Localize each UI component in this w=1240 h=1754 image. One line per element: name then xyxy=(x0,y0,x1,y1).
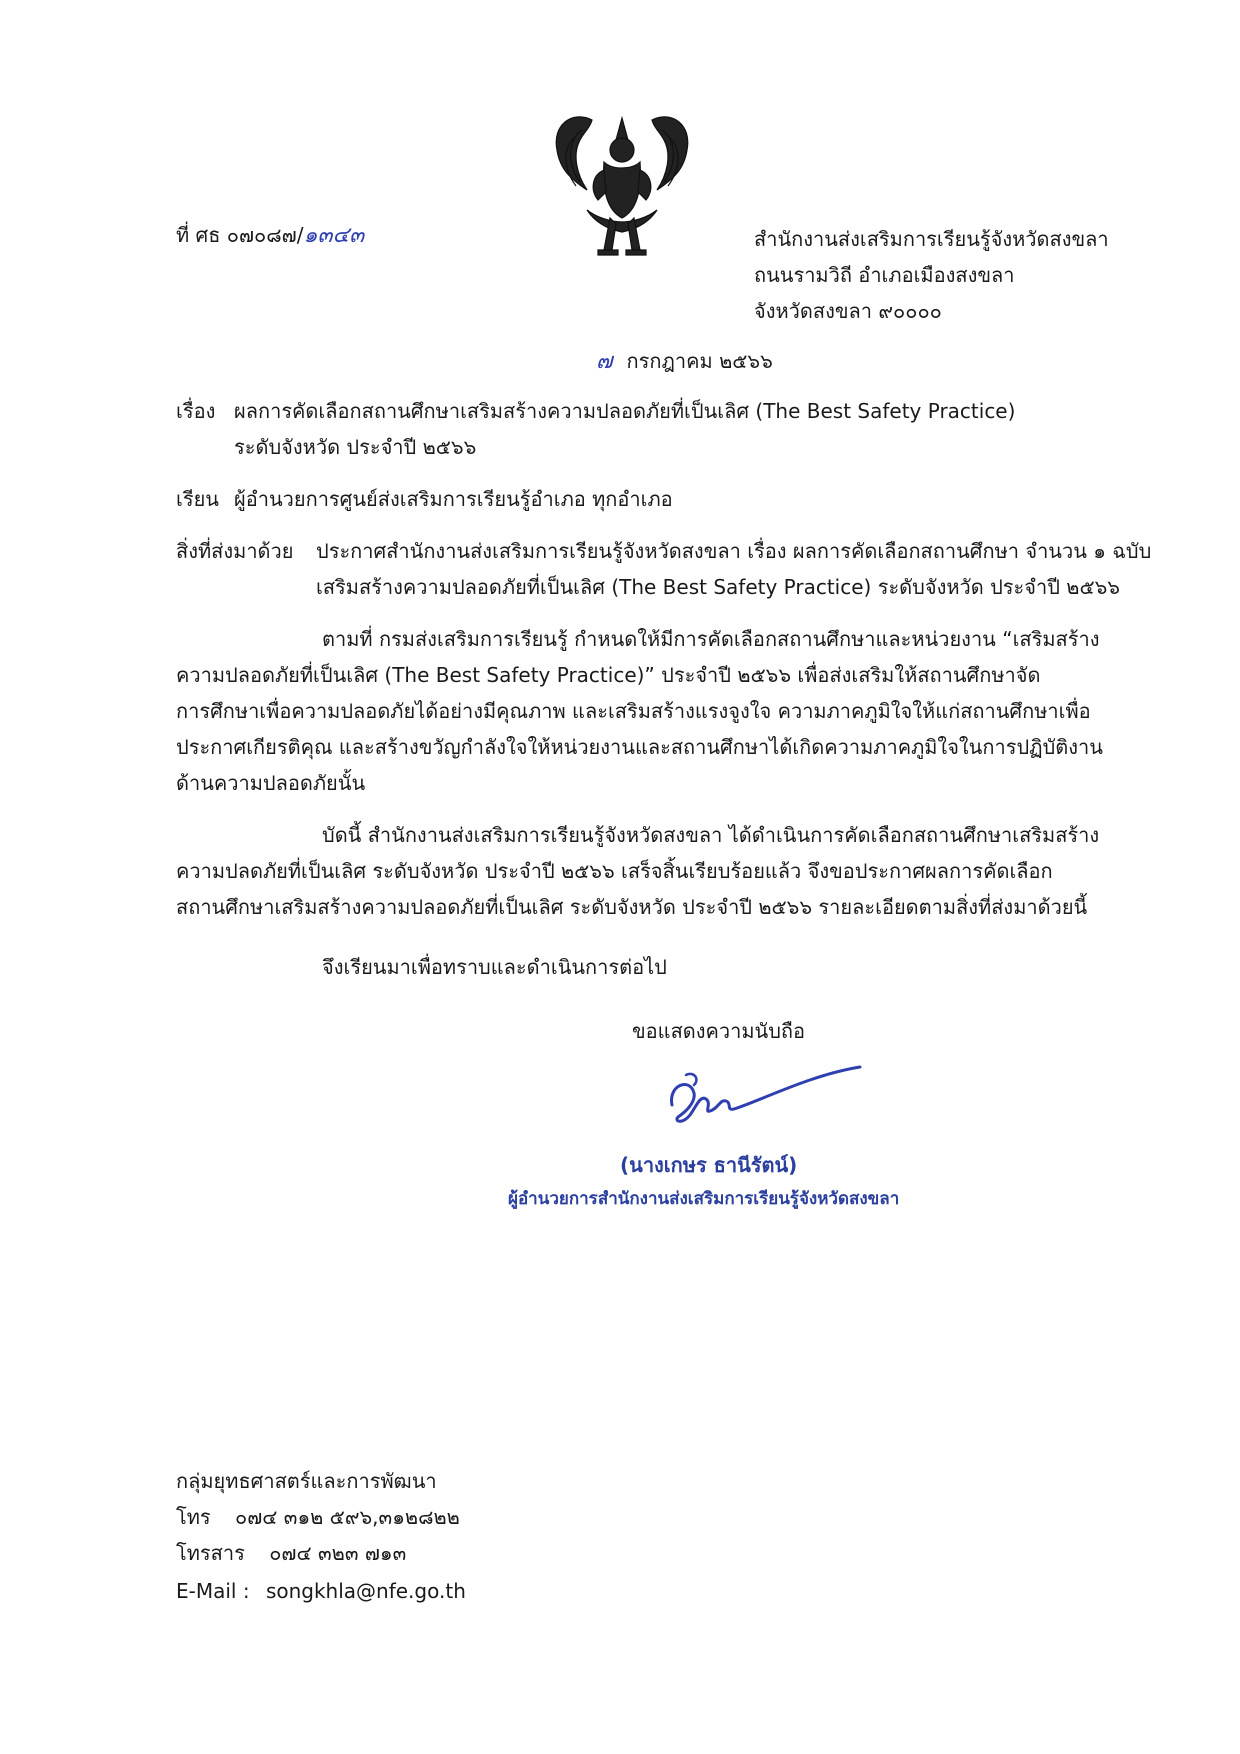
enclosure-line-1: ประกาศสำนักงานส่งเสริมการเรียนรู้จังหวัดสงขลา เรื่อง ผลการคัดเลือกสถานศึกษา จำนวน ๑ ฉบับ xyxy=(316,539,1152,563)
recipient-text: ผู้อำนวยการศูนย์ส่งเสริมการเรียนรู้อำเภอ ทุกอำเภอ xyxy=(234,487,673,511)
footer-email-label: E-Mail : xyxy=(176,1579,250,1603)
enclosure-line-2: เสริมสร้างความปลอดภัยที่เป็นเลิศ (The Best Safety Practice) ระดับจังหวัด ประจำปี ๒๕๖๖ xyxy=(316,575,1121,599)
footer-phone-label: โทร xyxy=(176,1505,211,1529)
document-number-handwritten: ๑๓๔๓ xyxy=(303,223,365,248)
paragraph-1-line-5: ด้านความปลอดภัยนั้น xyxy=(176,771,366,795)
footer-fax-value: ๐๗๔ ๓๒๓ ๗๑๓ xyxy=(269,1541,407,1565)
subject-line-2: ระดับจังหวัด ประจำปี ๒๕๖๖ xyxy=(234,435,477,459)
footer-email-value: songkhla@nfe.go.th xyxy=(265,1579,466,1603)
document-number xyxy=(176,220,364,251)
footer-phone-value: ๐๗๔ ๓๑๒ ๕๙๖,๓๑๒๘๒๒ xyxy=(235,1505,460,1529)
footer-phone xyxy=(176,1502,460,1532)
paragraph-2-line-2: ความปลดภัยที่เป็นเลิศ ระดับจังหวัด ประจำปี ๒๕๖๖ เสร็จสิ้นเรียบร้อยแล้ว จึงขอประกาศผลการคัดเลือก xyxy=(176,859,1053,883)
paragraph-1-line-3: การศึกษาเพื่อความปลอดภัยได้อย่างมีคุณภาพ และเสริมสร้างแรงจูงใจ ความภาคภูมิใจให้แก่สถานศึกษาเพื่อ xyxy=(176,699,1091,723)
enclosure-label: สิ่งที่ส่งมาด้วย xyxy=(176,539,294,563)
paragraph-1-line-1: ตามที่ กรมส่งเสริมการเรียนรู้ กำหนดให้มีการคัดเลือกสถานศึกษาและหน่วยงาน “เสริมสร้าง xyxy=(322,627,1100,651)
office-province: จังหวัดสงขลา ๙๐๐๐๐ xyxy=(754,299,942,323)
recipient-label: เรียน xyxy=(176,487,219,511)
subject-line-1: ผลการคัดเลือกสถานศึกษาเสริมสร้างความปลอดภัยที่เป็นเลิศ (The Best Safety Practice) xyxy=(234,399,1016,423)
paragraph-1-line-4: ประกาศเกียรติคุณ และสร้างขวัญกำลังใจให้หน่วยงานและสถานศึกษาได้เกิดความภาคภูมิใจในการปฏิบัติงาน xyxy=(176,735,1103,759)
subject-label: เรื่อง xyxy=(176,399,216,423)
paragraph-2-line-1: บัดนี้ สำนักงานส่งเสริมการเรียนรู้จังหวัดสงขลา ได้ดำเนินการคัดเลือกสถานศึกษาเสริมสร้าง xyxy=(322,823,1100,847)
footer-fax xyxy=(176,1538,406,1568)
closing-salutation: ขอแสดงความนับถือ xyxy=(632,1019,806,1043)
closing-line: จึงเรียนมาเพื่อทราบและดำเนินการต่อไป xyxy=(322,955,667,979)
handwritten-signature-icon xyxy=(660,1055,870,1135)
date-month-year: กรกฎาคม ๒๕๖๖ xyxy=(626,349,773,373)
document-number-prefix: ที่ ศธ ๐๗๐๘๗/ xyxy=(176,223,304,247)
office-street: ถนนรามวิถี อำเภอเมืองสงขลา xyxy=(754,263,1015,287)
paragraph-2-line-3: สถานศึกษาเสริมสร้างความปลอดภัยที่เป็นเลิศ ระดับจังหวัด ประจำปี ๒๕๖๖ รายละเอียดตามสิ่งที่ส่งมาด้วยนี้ xyxy=(176,895,1088,919)
office-name: สำนักงานส่งเสริมการเรียนรู้จังหวัดสงขลา xyxy=(754,227,1109,251)
footer-email xyxy=(176,1576,466,1606)
signatory-position: ผู้อำนวยการสำนักงานส่งเสริมการเรียนรู้จังหวัดสงขลา xyxy=(508,1189,900,1209)
garuda-emblem-icon xyxy=(532,100,712,260)
signatory-name: (นางเกษร ธานีรัตน์) xyxy=(620,1153,798,1177)
footer-fax-label: โทรสาร xyxy=(176,1541,245,1565)
paragraph-1-line-2: ความปลอดภัยที่เป็นเลิศ (The Best Safety Practice)” ประจำปี ๒๕๖๖ เพื่อส่งเสริมให้สถานศึกษาจัด xyxy=(176,663,1041,687)
footer-department: กลุ่มยุทธศาสตร์และการพัฒนา xyxy=(176,1469,437,1493)
document-date xyxy=(596,346,773,377)
date-day-handwritten: ๗ xyxy=(596,349,613,374)
